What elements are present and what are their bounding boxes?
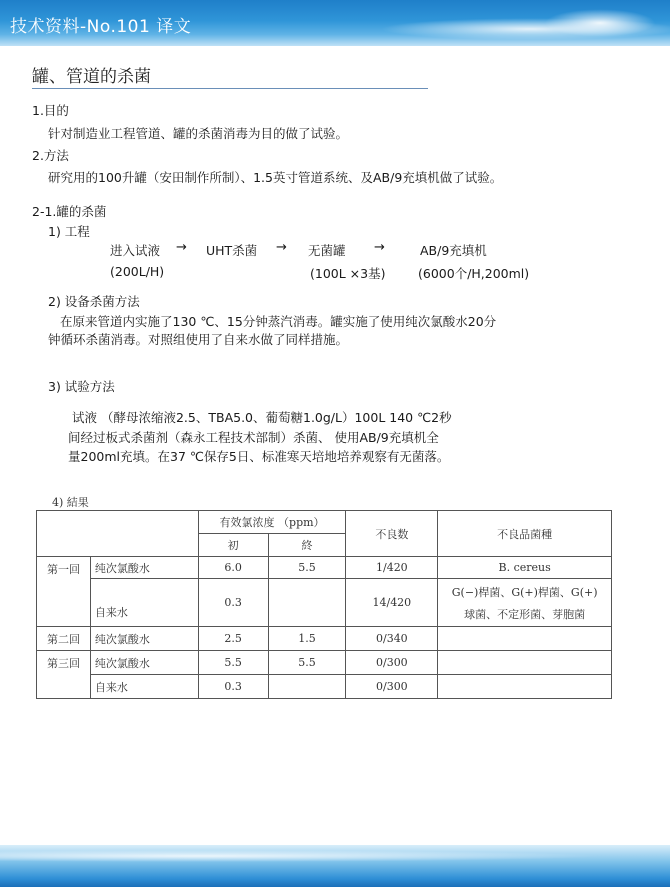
species-cell	[438, 651, 612, 675]
table-row	[37, 557, 612, 579]
initial-cell: 6.0	[198, 557, 268, 579]
header-splash-decoration	[540, 8, 660, 38]
final-cell: 1.5	[268, 627, 346, 651]
test-method-line-3: 量200ml充填。在37 ℃保存5日、标准寒天培地培养观察有无菌落。	[68, 449, 450, 464]
process-heading: 1) 工程	[48, 224, 90, 239]
final-cell	[268, 675, 346, 699]
process-step-uht: UHT杀菌	[206, 243, 258, 258]
table-row	[37, 651, 612, 675]
process-step-filler: AB/9充填机	[420, 243, 487, 258]
header-banner	[0, 0, 670, 46]
sterilization-line-1: 在原来管道内实施了130 ℃、15分钟蒸汽消毒。罐实施了使用纯次氯酸水20分	[60, 314, 497, 329]
process-rate-tank: (100L ×3基)	[310, 266, 386, 281]
page-title: 罐、管道的杀菌	[32, 67, 151, 87]
header-final: 終	[268, 534, 346, 557]
process-arrow-2: →	[276, 240, 287, 255]
header-species: 不良品菌種	[438, 511, 612, 557]
process-step-intake: 进入试液	[110, 243, 161, 258]
defects-cell: 0/300	[346, 651, 438, 675]
test-method-line-2: 间经过板式杀菌剂（森永工程技术部制）杀菌、 使用AB/9充填机全	[68, 430, 439, 445]
species-cell: B. cereus	[438, 557, 612, 579]
agent-cell: 纯次氯酸水	[90, 651, 198, 675]
agent-cell: 纯次氯酸水	[90, 627, 198, 651]
section-2-text: 研究用的100升罐（安田制作所制）、1.5英寸管道系统、及AB/9充填机做了试验。	[48, 170, 503, 185]
table-row	[37, 675, 612, 699]
trial-label: 第二回	[37, 627, 91, 651]
species-cell	[438, 579, 612, 627]
species-line-2: 球菌、不定形菌、芽胞菌	[464, 607, 586, 621]
species-cell	[438, 675, 612, 699]
agent-cell: 自来水	[90, 579, 198, 627]
title-divider	[32, 88, 428, 89]
species-line-1: G(−)桿菌、G(+)桿菌、G(+)	[451, 585, 598, 599]
sterilization-line-2: 钟循环杀菌消毒。对照组使用了自来水做了同样措施。	[48, 332, 349, 347]
defects-cell: 0/340	[346, 627, 438, 651]
header-initial: 初	[198, 534, 268, 557]
trial-label: 第一回	[37, 557, 91, 627]
table-row	[37, 627, 612, 651]
final-cell: 5.5	[268, 557, 346, 579]
table-row	[37, 579, 612, 627]
process-rate-intake: (200L/H)	[110, 264, 165, 279]
initial-cell: 2.5	[198, 627, 268, 651]
initial-cell: 0.3	[198, 675, 268, 699]
process-step-tank: 无菌罐	[308, 243, 346, 258]
header-defects: 不良数	[346, 511, 438, 557]
agent-cell: 纯次氯酸水	[90, 557, 198, 579]
section-2-1-heading: 2-1.罐的杀菌	[32, 204, 107, 219]
footer-banner	[0, 845, 670, 887]
initial-cell: 5.5	[198, 651, 268, 675]
test-method-line-1: 试液 （酵母浓缩液2.5、TBA5.0、葡萄糖1.0g/L）100L 140 ℃2秒	[72, 410, 452, 425]
agent-cell: 自来水	[90, 675, 198, 699]
defects-cell: 0/300	[346, 675, 438, 699]
section-2-heading: 2.方法	[32, 148, 69, 163]
defects-cell: 14/420	[346, 579, 438, 627]
results-title: 4) 結果	[52, 496, 89, 509]
header-concentration: 有效氯浓度 （ppm）	[198, 511, 346, 534]
section-1-text: 针对制造业工程管道、罐的杀菌消毒为目的做了试验。	[48, 126, 349, 141]
process-rate-filler: (6000个/H,200ml)	[418, 266, 530, 281]
test-method-heading: 3) 试验方法	[48, 379, 115, 394]
defects-cell: 1/420	[346, 557, 438, 579]
initial-cell: 0.3	[198, 579, 268, 627]
section-1-heading: 1.目的	[32, 103, 69, 118]
process-arrow-3: →	[374, 240, 385, 255]
results-table	[36, 510, 612, 699]
footer-wave-decoration	[0, 849, 670, 863]
trial-label: 第三回	[37, 651, 91, 699]
final-cell	[268, 579, 346, 627]
species-cell	[438, 627, 612, 651]
sterilization-heading: 2) 设备杀菌方法	[48, 294, 140, 309]
table-corner-cell	[37, 511, 199, 557]
final-cell: 5.5	[268, 651, 346, 675]
process-arrow-1: →	[176, 240, 187, 255]
header-title: 技术资料-No.101 译文	[10, 17, 192, 37]
